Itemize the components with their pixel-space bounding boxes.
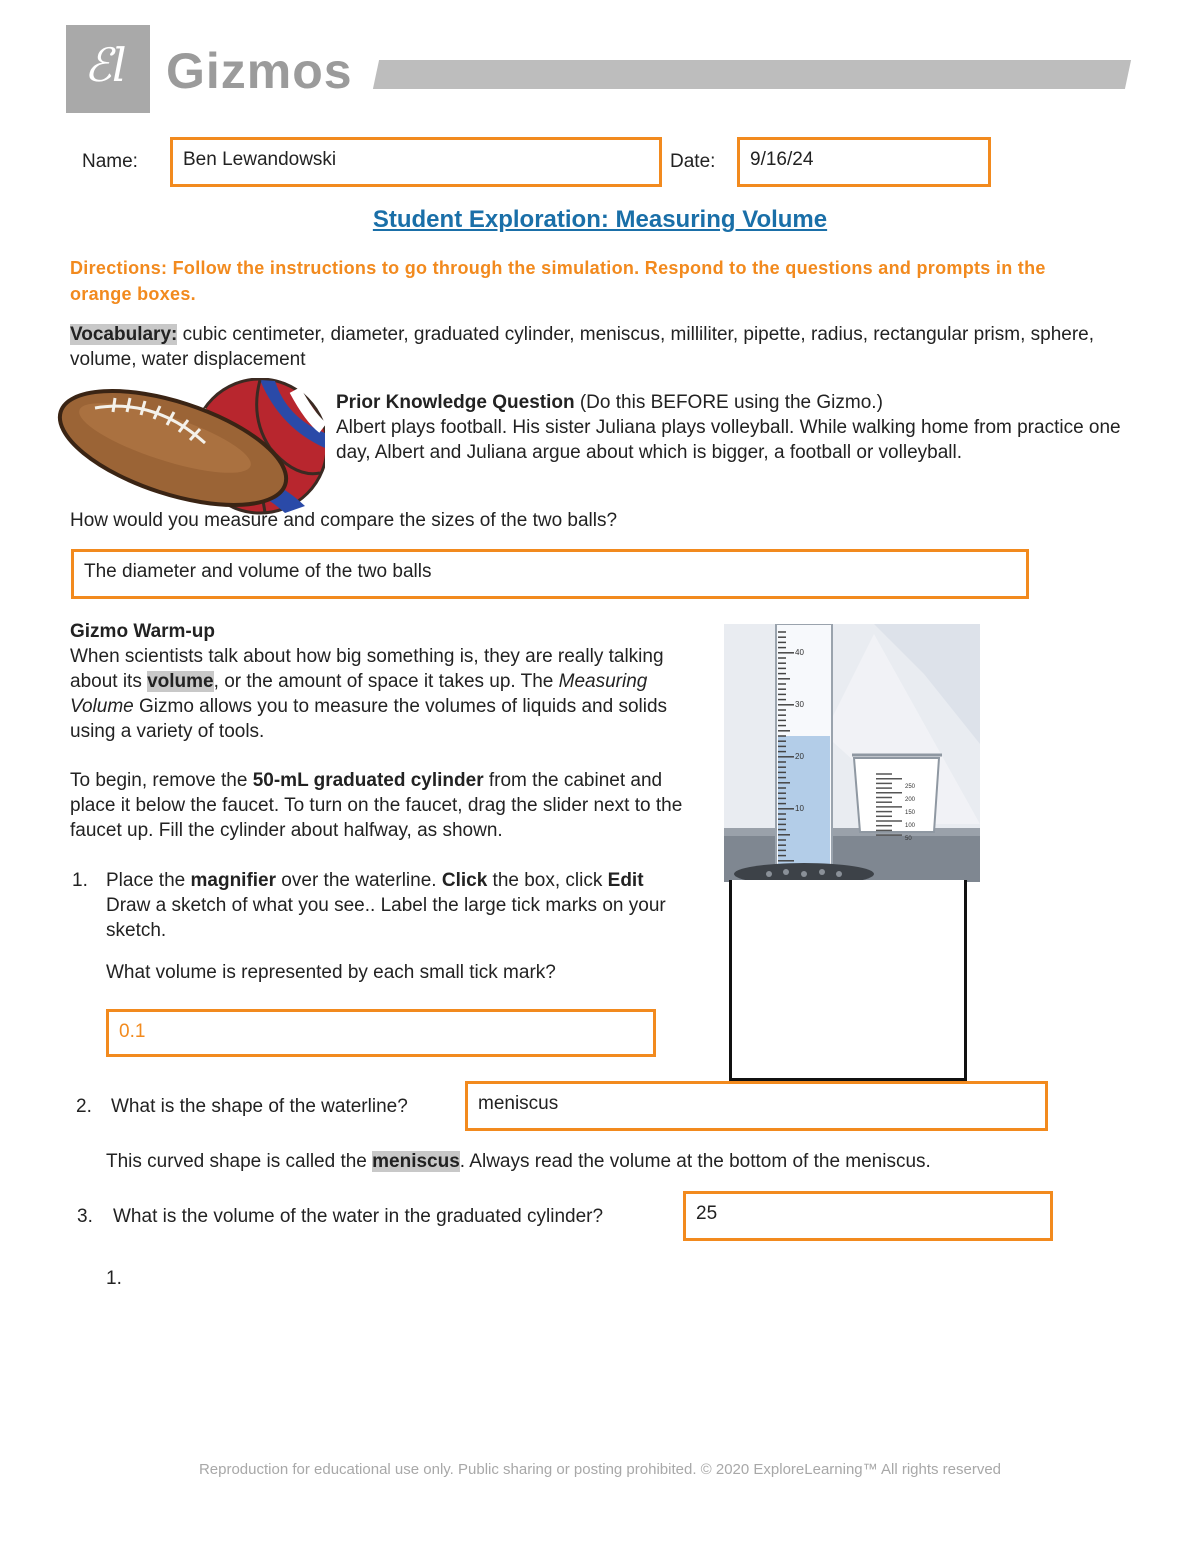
name-value: Ben Lewandowski xyxy=(183,149,337,170)
q1-text: Draw a sketch of what you see.. Label the large tick marks on your sketch. xyxy=(106,870,676,941)
q1-text: the box, click xyxy=(487,870,608,891)
cylinder-label: 10 xyxy=(795,804,804,813)
warmup-text: from the cabinet and place it below the faucet. To turn on the faucet, drag the slider next to the faucet up. Fill the cylinder about halfway, as shown. xyxy=(70,770,683,841)
warmup-text: To begin, remove the xyxy=(70,770,253,791)
prior-knowledge-answer: The diameter and volume of the two balls xyxy=(84,561,432,582)
name-label: Name: xyxy=(82,151,138,172)
cylinder-term: 50-mL graduated cylinder xyxy=(252,770,484,791)
gizmo-screenshot xyxy=(724,624,980,882)
term-volume: volume xyxy=(147,671,214,692)
vocabulary xyxy=(70,322,1120,372)
header-bar xyxy=(373,60,1131,89)
meniscus-note xyxy=(106,1149,1106,1174)
meniscus-text: This curved shape is called the xyxy=(106,1151,373,1172)
list-number: 1. xyxy=(106,1268,122,1289)
question-1-sub: What volume is represented by each small tick mark? xyxy=(106,962,556,983)
warmup-text: When scientists talk about how big something is, they are really talking about its xyxy=(70,646,664,692)
prior-knowledge-heading: Prior Knowledge Question xyxy=(336,392,575,413)
football-volleyball-illustration xyxy=(55,378,325,518)
prior-knowledge-note: (Do this BEFORE using the Gizmo.) xyxy=(574,392,883,413)
gizmo-name: Measuring Volume xyxy=(70,671,648,717)
question-3-answer: 25 xyxy=(696,1203,718,1224)
beaker-label: 50 xyxy=(905,836,912,842)
vocabulary-terms: cubic centimeter, diameter, graduated cylinder, meniscus, milliliter, pipette, radius, rectangular prism, sphere, volume, water displacement xyxy=(70,324,1095,370)
question-2-number: 2. xyxy=(76,1096,92,1117)
date-label: Date: xyxy=(670,151,716,172)
prior-knowledge-question: How would you measure and compare the sizes of the two balls? xyxy=(70,510,618,531)
brand-name: Gizmos xyxy=(166,43,353,99)
q1-text: Place the xyxy=(106,870,191,891)
q1-click: Click xyxy=(441,870,488,891)
question-1-number: 1. xyxy=(72,870,88,891)
warmup-heading: Gizmo Warm-up xyxy=(70,621,215,642)
question-2-text: What is the shape of the waterline? xyxy=(111,1096,408,1117)
q1-text: over the waterline. xyxy=(276,870,442,891)
prior-knowledge-answer-box[interactable] xyxy=(71,549,1029,599)
question-1-answer-box[interactable] xyxy=(106,1009,656,1057)
meniscus-text: . Always read the volume at the bottom of the meniscus. xyxy=(459,1151,931,1172)
page-title: Student Exploration: Measuring Volume xyxy=(372,206,828,233)
warmup-text: Gizmo allows you to measure the volumes of liquids and solids using a variety of tools. xyxy=(70,696,668,742)
sketch-box[interactable] xyxy=(729,880,967,1081)
warmup-text: , or the amount of space it takes up. The xyxy=(213,671,559,692)
vocabulary-label: Vocabulary: xyxy=(70,324,178,345)
prior-knowledge xyxy=(336,390,1126,465)
q1-edit: Edit xyxy=(607,870,644,891)
question-2-answer: meniscus xyxy=(478,1093,559,1114)
prior-knowledge-text: Albert plays football. His sister Juliana plays volleyball. While walking home from practice one day, Albert and Juliana argue about which is bigger, a football or volleyball. xyxy=(336,417,1121,463)
cylinder-label: 20 xyxy=(795,752,804,761)
beaker-label: 200 xyxy=(905,797,916,803)
beaker-label: 150 xyxy=(905,810,916,816)
graduated-cylinder-illustration xyxy=(724,624,980,882)
cylinder-label: 30 xyxy=(795,700,804,709)
question-3-number: 3. xyxy=(77,1206,93,1227)
warmup-section xyxy=(70,619,710,744)
directions: Directions: Follow the instructions to go through the simulation. Respond to the questions and prompts in the orange boxes. xyxy=(70,258,1046,304)
footer-copyright: Reproduction for educational use only. Public sharing or posting prohibited. © 2020 ExploreLearning™ All rights reserved xyxy=(198,1461,1002,1478)
date-field[interactable] xyxy=(737,137,991,187)
cylinder-label: 40 xyxy=(795,648,804,657)
question-3-text: What is the volume of the water in the graduated cylinder? xyxy=(113,1206,604,1227)
question-2-answer-box[interactable] xyxy=(465,1081,1048,1131)
q1-magnifier: magnifier xyxy=(190,870,277,891)
warmup-instructions xyxy=(70,768,710,843)
term-meniscus: meniscus xyxy=(372,1151,460,1172)
date-value: 9/16/24 xyxy=(750,149,814,170)
explorelearning-logo-icon: ℰl xyxy=(84,38,127,92)
question-1-text xyxy=(106,868,706,943)
question-1-answer: 0.1 xyxy=(119,1021,146,1042)
question-3-answer-box[interactable] xyxy=(683,1191,1053,1241)
beaker-label: 250 xyxy=(905,784,916,790)
name-field[interactable] xyxy=(170,137,662,187)
beaker-label: 100 xyxy=(905,823,916,829)
